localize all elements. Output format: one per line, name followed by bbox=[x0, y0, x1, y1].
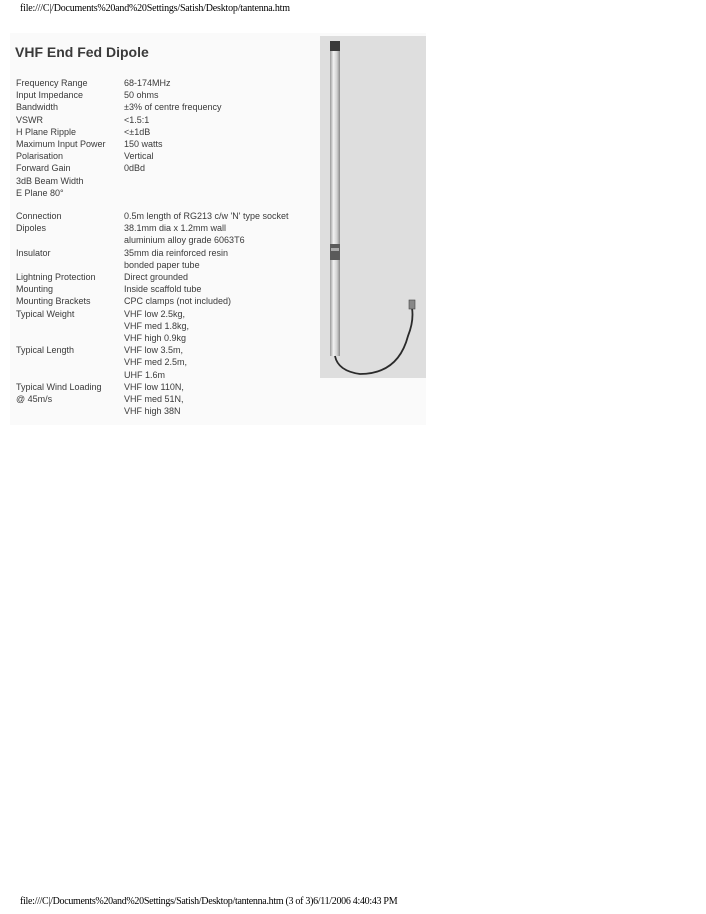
spec-label bbox=[16, 356, 124, 368]
spec-label bbox=[16, 259, 124, 271]
antenna-photo bbox=[320, 36, 426, 378]
spec-value: Inside scaffold tube bbox=[124, 284, 202, 295]
spec-value: 150 watts bbox=[124, 139, 163, 150]
spec-value: VHF med 1.8kg, bbox=[124, 320, 190, 331]
spec-label: Input Impedance bbox=[16, 90, 84, 101]
spec-row bbox=[16, 222, 289, 234]
spec-value: ±3% of centre frequency bbox=[124, 102, 222, 113]
spec-row bbox=[16, 320, 289, 332]
spec-label: Insulator bbox=[16, 247, 51, 258]
antenna-illustration bbox=[320, 36, 426, 378]
spec-label: Polarisation bbox=[16, 151, 64, 162]
spec-row bbox=[16, 210, 289, 222]
page-title: VHF End Fed Dipole bbox=[15, 44, 149, 60]
spec-label: Forward Gain bbox=[16, 163, 71, 174]
spec-value: Vertical bbox=[124, 151, 154, 162]
spec-label: Maximum Input Power bbox=[16, 139, 106, 150]
spec-label bbox=[16, 320, 124, 332]
spec-row bbox=[16, 271, 289, 283]
spec-row bbox=[16, 393, 289, 405]
file-path-header: file:///C|/Documents%20and%20Settings/Satish/Desktop/tantenna.htm bbox=[20, 3, 290, 14]
spec-row bbox=[16, 126, 222, 138]
spec-value: 68-174MHz bbox=[124, 78, 171, 88]
spec-value: VHF low 2.5kg, bbox=[124, 308, 186, 319]
spec-label: Bandwidth bbox=[16, 102, 59, 113]
spec-value: VHF med 51N, bbox=[124, 394, 184, 405]
spec-label bbox=[16, 234, 124, 246]
antenna-cap bbox=[330, 41, 340, 51]
spec-value: 38.1mm dia x 1.2mm wall bbox=[124, 223, 227, 234]
spec-label: 3dB Beam Width bbox=[16, 175, 84, 186]
spec-label: Typical Weight bbox=[16, 308, 75, 319]
spec-label: Typical Wind Loading bbox=[16, 381, 102, 392]
insulator bbox=[330, 244, 340, 260]
upper-dipole bbox=[330, 51, 340, 244]
spec-value: CPC clamps (not included) bbox=[124, 296, 232, 307]
spec-row bbox=[16, 89, 222, 101]
spec-label bbox=[16, 369, 124, 381]
spec-row bbox=[16, 405, 289, 417]
spec-value: 0dBd bbox=[124, 163, 146, 174]
n-type-socket bbox=[409, 300, 415, 309]
spec-row bbox=[16, 332, 289, 344]
spec-row bbox=[16, 150, 222, 162]
spec-row bbox=[16, 234, 289, 246]
spec-label: Connection bbox=[16, 211, 62, 221]
spec-value: <1.5:1 bbox=[124, 114, 150, 125]
spec-label: E Plane 80° bbox=[16, 187, 64, 198]
spec-row bbox=[16, 162, 222, 174]
spec-value: VHF low 110N, bbox=[124, 381, 184, 392]
spec-row bbox=[16, 283, 289, 295]
spec-table-mechanical bbox=[16, 210, 289, 417]
spec-row bbox=[16, 308, 289, 320]
spec-row bbox=[16, 114, 222, 126]
spec-row bbox=[16, 77, 222, 89]
spec-row bbox=[16, 175, 222, 187]
spec-label: Mounting Brackets bbox=[16, 296, 91, 307]
spec-label: H Plane Ripple bbox=[16, 126, 77, 137]
spec-row bbox=[16, 344, 289, 356]
spec-row bbox=[16, 259, 289, 271]
spec-value: VHF high 38N bbox=[124, 406, 181, 417]
file-path-footer: file:///C|/Documents%20and%20Settings/Satish/Desktop/tantenna.htm (3 of 3)6/11/2006 4:40:43 PM bbox=[20, 896, 398, 907]
spec-value: VHF high 0.9kg bbox=[124, 333, 187, 344]
spec-value: VHF low 3.5m, bbox=[124, 345, 184, 356]
spec-row bbox=[16, 381, 289, 393]
spec-row bbox=[16, 138, 222, 150]
spec-value: bonded paper tube bbox=[124, 259, 200, 270]
spec-row bbox=[16, 101, 222, 113]
spec-label: Frequency Range bbox=[16, 78, 88, 88]
spec-label: @ 45m/s bbox=[16, 394, 53, 405]
spec-label: Typical Length bbox=[16, 345, 75, 356]
spec-value: aluminium alloy grade 6063T6 bbox=[124, 235, 245, 246]
spec-value: <±1dB bbox=[124, 126, 151, 137]
spec-row bbox=[16, 247, 289, 259]
spec-value: VHF med 2.5m, bbox=[124, 357, 188, 368]
spec-label bbox=[16, 405, 124, 417]
coax-cable bbox=[335, 308, 413, 374]
spec-value: UHF 1.6m bbox=[124, 369, 166, 380]
spec-row bbox=[16, 187, 222, 199]
spec-value: 50 ohms bbox=[124, 90, 159, 101]
spec-label: VSWR bbox=[16, 114, 43, 125]
spec-row bbox=[16, 295, 289, 307]
spec-row bbox=[16, 369, 289, 381]
spec-label: Dipoles bbox=[16, 223, 47, 234]
spec-label: Lightning Protection bbox=[16, 272, 96, 283]
spec-table-electrical bbox=[16, 77, 222, 199]
spec-value: 35mm dia reinforced resin bbox=[124, 247, 229, 258]
spec-label bbox=[16, 332, 124, 344]
lower-dipole bbox=[330, 260, 340, 356]
spec-value: 0.5m length of RG213 c/w 'N' type socket bbox=[124, 211, 289, 221]
spec-row bbox=[16, 356, 289, 368]
spec-value: Direct grounded bbox=[124, 272, 189, 283]
spec-label: Mounting bbox=[16, 284, 54, 295]
